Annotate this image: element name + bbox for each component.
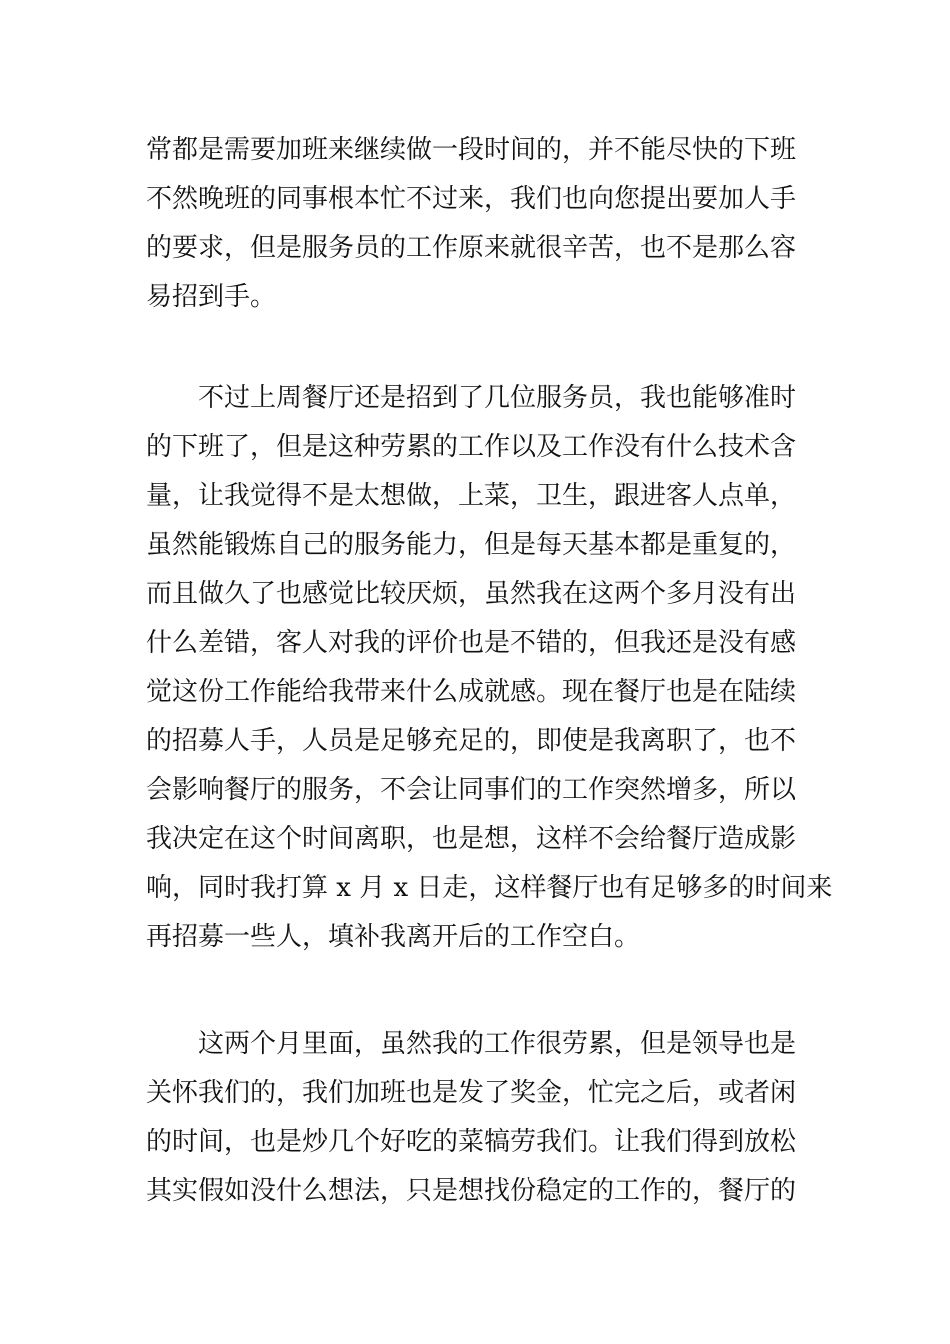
text-line: 常都是需要加班来继续做一段时间的，并不能尽快的下班	[146, 135, 797, 165]
text-line: 不过上周餐厅还是招到了几位服务员，我也能够准时	[198, 383, 797, 413]
paragraph-1	[146, 126, 826, 322]
text-line: 量，让我觉得不是太想做，上菜，卫生，跟进客人点单，	[146, 481, 797, 511]
text-line: 什么差错，客人对我的评价也是不错的，但我还是没有感	[146, 628, 797, 658]
paragraph-3	[146, 1020, 826, 1216]
text-line: 不然晚班的同事根本忙不过来，我们也向您提出要加人手	[146, 184, 797, 214]
text-line: 易招到手。	[146, 282, 277, 312]
paragraph-2	[146, 374, 833, 962]
text-line: 虽然能锻炼自己的服务能力，但是每天基本都是重复的，	[146, 530, 797, 560]
text-line: 再招募一些人，填补我离开后的工作空白。	[146, 922, 641, 952]
text-line: 会影响餐厅的服务，不会让同事们的工作突然增多，所以	[146, 775, 797, 805]
text-line: 这两个月里面，虽然我的工作很劳累，但是领导也是	[198, 1029, 797, 1059]
text-line: 觉这份工作能给我带来什么成就感。现在餐厅也是在陆续	[146, 677, 797, 707]
text-line: 的招募人手，人员是足够充足的，即使是我离职了，也不	[146, 726, 797, 756]
text-line: 的下班了，但是这种劳累的工作以及工作没有什么技术含	[146, 432, 797, 462]
text-line: 其实假如没什么想法，只是想找份稳定的工作的，餐厅的	[146, 1176, 797, 1206]
text-line: 而且做久了也感觉比较厌烦，虽然我在这两个多月没有出	[146, 579, 797, 609]
text-line: 我决定在这个时间离职，也是想，这样不会给餐厅造成影	[146, 824, 797, 854]
text-line: 关怀我们的，我们加班也是发了奖金，忙完之后，或者闲	[146, 1078, 797, 1108]
text-line: 响，同时我打算 x 月 x 日走，这样餐厅也有足够多的时间来	[146, 873, 833, 903]
text-line: 的要求，但是服务员的工作原来就很辛苦，也不是那么容	[146, 233, 797, 263]
text-line: 的时间，也是炒几个好吃的菜犒劳我们。让我们得到放松	[146, 1127, 797, 1157]
